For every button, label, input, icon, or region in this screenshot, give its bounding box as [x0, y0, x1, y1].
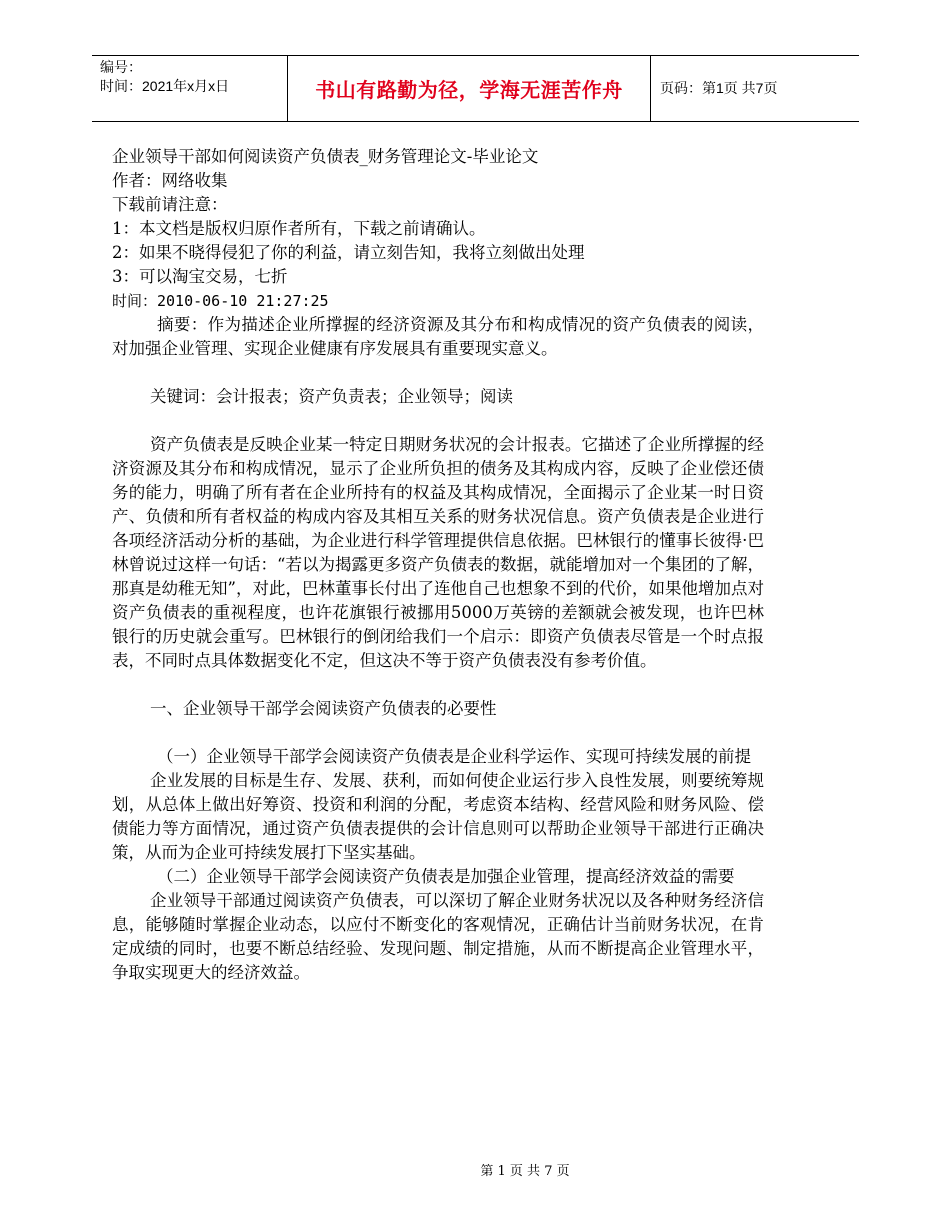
article-author: 作者：网络收集 [112, 171, 228, 190]
notice-title: 下载前请注意： [112, 195, 228, 214]
notice-item-3: 3：可以淘宝交易，七折 [112, 267, 288, 286]
intro-paragraph: 资产负债表是反映企业某一特定日期财务状况的会计报表。它描述了企业所撑握的经济资源及其分布和构成情况，显示了企业所负担的债务及其构成内容，反映了企业偿还债务的能力，明确了所有者在企业所持有的权益及其构成情况，全面揭示了企业某一时日资产、负债和所有者权益的构成内容及其相互关系的财务状况信息。资产负债表是企业进行各项经济活动分析的基础，为企业进行科学管理提供信息依据。巴林银行的懂事长彼得·巴林曾说过这样一句话：“若以为揭露更多资产负债表的数据，就能增加对一个集团的了解，那真是幼稚无知”，对此，巴林董事长付出了连他自己也想象不到的代价，如果他增加点对资产负债表的重视程度，也许花旗银行被挪用5000万英镑的差额就会被发现，也许巴林银行的历史就会重写。巴林银行的倒闭给我们一个启示：即资产负债表尽管是一个时点报表，不同时点具体数据变化不定，但这决不等于资产负债表没有参考价值。 [112, 435, 764, 670]
header-top-rule [92, 55, 859, 56]
document-number-label: 编号： [100, 59, 142, 75]
header-page-label: 页码：第1页 共7页 [660, 80, 778, 96]
subsection-heading-1: （一）企业领导干部学会阅读资产负债表是企业科学运作、实现可持续发展的前提 [157, 747, 751, 766]
article-time: 时间：2010-06-10 21:27:25 [112, 292, 329, 310]
article-title: 企业领导干部如何阅读资产负债表_财务管理论文-毕业论文 [112, 147, 539, 166]
document-time-label: 时间：2021年x月x日 [100, 78, 230, 94]
header-bottom-rule [92, 121, 859, 122]
subsection-paragraph-1: 企业发展的目标是生存、发展、获利，而如何使企业运行步入良性发展，则要统筹规划，从总体上做出好筹资、投资和利润的分配，考虑资本结构、经营风险和财务风险、偿债能力等方面情况，通过资产负债表提供的会计信息则可以帮助企业领导干部进行正确决策，从而为企业可持续发展打下坚实基础。 [112, 771, 764, 862]
footer-page-number: 第 1 页 共 7 页 [480, 1164, 570, 1179]
section-heading-1: 一、企业领导干部学会阅读资产负债表的必要性 [150, 699, 497, 718]
header-meta [100, 58, 229, 96]
article-keywords: 关键词：会计报表；资产负责表；企业领导；阅读 [150, 387, 513, 406]
subsection-heading-2: （二）企业领导干部学会阅读资产负债表是加强企业管理，提高经济效益的需要 [157, 867, 735, 886]
header-divider-right [650, 55, 651, 121]
header-motto: 书山有路勤为径，学海无涯苦作舟 [315, 78, 623, 102]
notice-item-2: 2：如果不晓得侵犯了你的利益，请立刻告知，我将立刻做出处理 [112, 243, 585, 262]
article-abstract: 摘要：作为描述企业所撑握的经济资源及其分布和构成情况的资产负债表的阅读，对加强企业管理、实现企业健康有序发展具有重要现实意义。 [112, 315, 764, 358]
subsection-paragraph-2: 企业领导干部通过阅读资产负债表，可以深切了解企业财务状况以及各种财务经济信息，能够随时掌握企业动态，以应付不断变化的客观情况，正确估计当前财务状况，在肯定成绩的同时，也要不断总结经验、发现问题、制定措施，从而不断提高企业管理水平，争取实现更大的经济效益。 [112, 891, 764, 982]
notice-item-1: 1：本文档是版权归原作者所有，下载之前请确认。 [112, 219, 486, 238]
article-body [112, 145, 764, 985]
page-footer [0, 1160, 950, 1179]
